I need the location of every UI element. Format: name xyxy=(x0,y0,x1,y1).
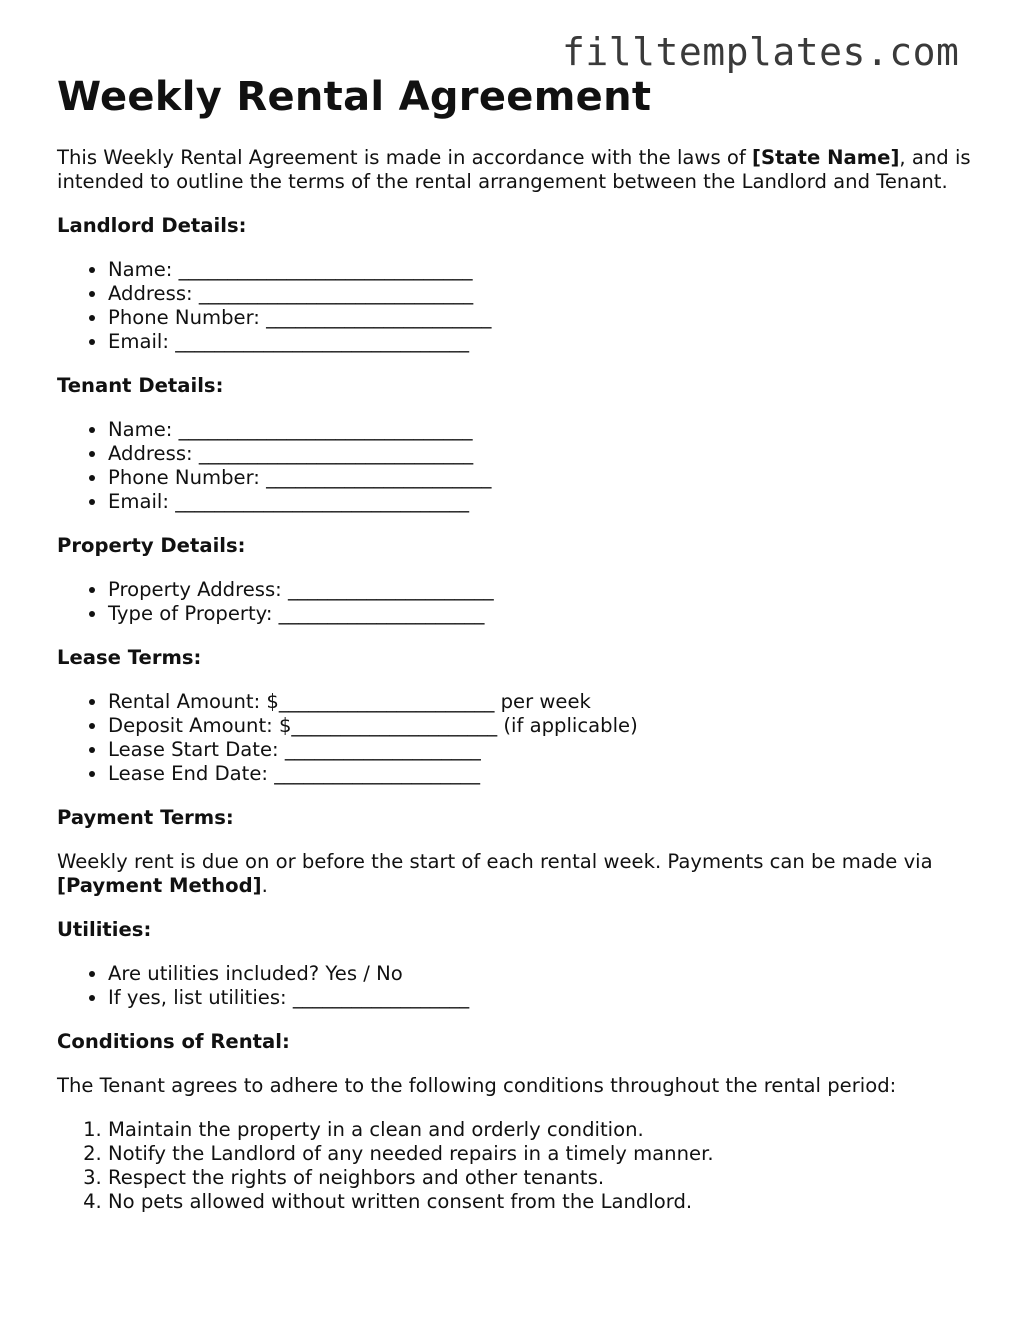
state-name-placeholder: [State Name] xyxy=(752,146,900,169)
tenant-email-field: • Email: ______________________________ xyxy=(108,490,987,514)
lease-start-date-field: • Lease Start Date: ____________________ xyxy=(108,738,987,762)
deposit-amount-field: • Deposit Amount: $_____________________ (if applicable) xyxy=(108,714,987,738)
lease-terms-list xyxy=(57,690,987,786)
landlord-phone-field: • Phone Number: _______________________ xyxy=(108,306,987,330)
utilities-list xyxy=(57,962,987,1010)
property-address-field: • Property Address: _____________________ xyxy=(108,578,987,602)
payment-terms-end: . xyxy=(261,874,268,897)
intro-text-after: , and is intended to outline the terms of the rental arrangement between the Landlord and Tenant. xyxy=(57,146,971,193)
watermark-text: filltemplates.com xyxy=(562,30,960,74)
condition-item: 4. No pets allowed without written consent from the Landlord. xyxy=(108,1190,987,1214)
landlord-details-list xyxy=(57,258,987,354)
property-details-list xyxy=(57,578,987,626)
payment-terms-heading: Payment Terms: xyxy=(57,806,234,829)
utilities-list-field: • If yes, list utilities: __________________ xyxy=(108,986,987,1010)
conditions-heading: Conditions of Rental: xyxy=(57,1030,290,1053)
rental-amount-field: • Rental Amount: $______________________ per week xyxy=(108,690,987,714)
condition-item: 3. Respect the rights of neighbors and other tenants. xyxy=(108,1166,987,1190)
lease-terms-heading: Lease Terms: xyxy=(57,646,202,669)
tenant-phone-field: • Phone Number: _______________________ xyxy=(108,466,987,490)
condition-item: 1. Maintain the property in a clean and orderly condition. xyxy=(108,1118,987,1142)
condition-item: 2. Notify the Landlord of any needed repairs in a timely manner. xyxy=(108,1142,987,1166)
landlord-details-heading: Landlord Details: xyxy=(57,214,247,237)
utilities-included-item: • Are utilities included? Yes / No xyxy=(108,962,987,986)
utilities-heading: Utilities: xyxy=(57,918,152,941)
tenant-name-field: • Name: ______________________________ xyxy=(108,418,987,442)
tenant-details-list xyxy=(57,418,987,514)
property-type-field: • Type of Property: _____________________ xyxy=(108,602,987,626)
intro-text-before: This Weekly Rental Agreement is made in accordance with the laws of xyxy=(57,146,752,169)
landlord-address-field: • Address: ____________________________ xyxy=(108,282,987,306)
conditions-intro: The Tenant agrees to adhere to the following conditions throughout the rental period: xyxy=(57,1074,897,1097)
payment-terms-text: Weekly rent is due on or before the start of each rental week. Payments can be made via xyxy=(57,850,933,873)
payment-method-placeholder: [Payment Method] xyxy=(57,874,262,897)
tenant-details-heading: Tenant Details: xyxy=(57,374,224,397)
document-page xyxy=(57,74,987,1234)
intro-paragraph xyxy=(57,146,987,194)
lease-end-date-field: • Lease End Date: _____________________ xyxy=(108,762,987,786)
document-title: Weekly Rental Agreement xyxy=(57,74,652,120)
landlord-email-field: • Email: ______________________________ xyxy=(108,330,987,354)
tenant-address-field: • Address: ____________________________ xyxy=(108,442,987,466)
property-details-heading: Property Details: xyxy=(57,534,246,557)
conditions-list xyxy=(57,1118,987,1214)
landlord-name-field: • Name: ______________________________ xyxy=(108,258,987,282)
payment-terms-paragraph xyxy=(57,850,987,898)
